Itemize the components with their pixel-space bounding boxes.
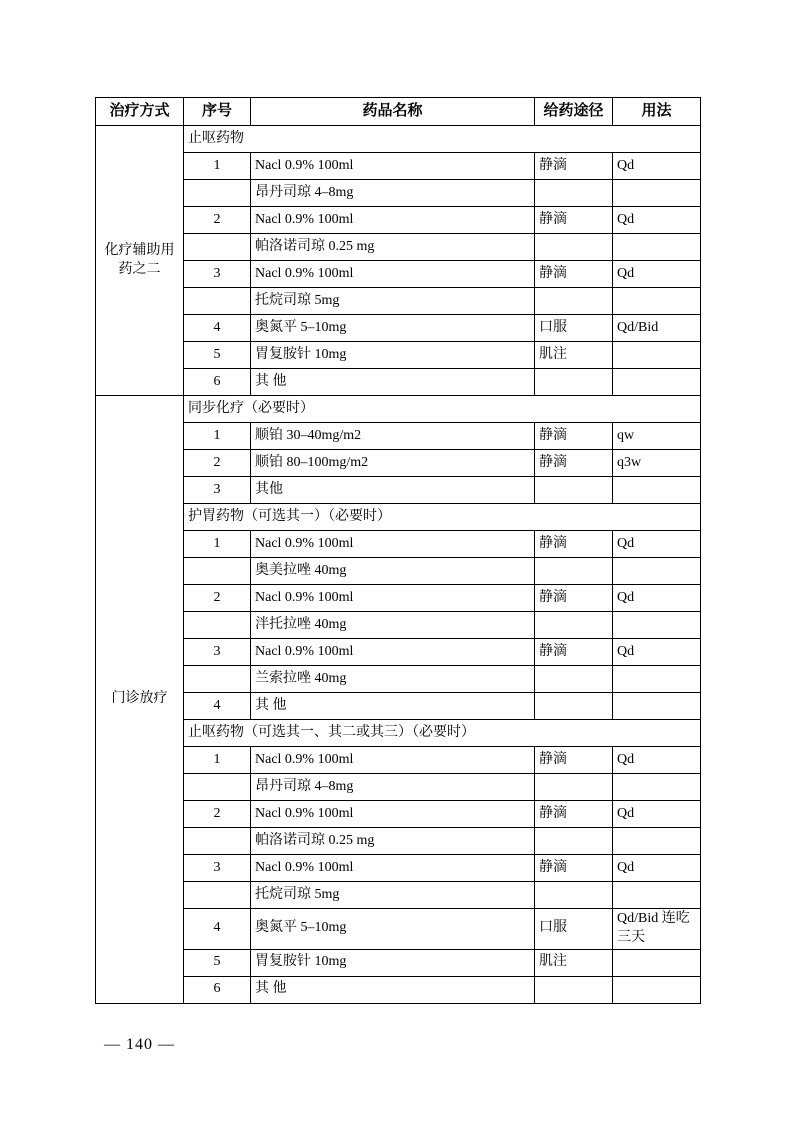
drug-name-cell: 奥美拉唑 40mg bbox=[251, 558, 535, 585]
administration-route-cell bbox=[535, 477, 613, 504]
administration-route-cell: 静滴 bbox=[535, 801, 613, 828]
administration-route-cell: 肌注 bbox=[535, 949, 613, 976]
usage-cell: Qd bbox=[613, 585, 701, 612]
usage-cell bbox=[613, 976, 701, 1003]
table-row bbox=[96, 693, 701, 720]
section-header-cell: 止呕药物（可选其一、其二或其三）（必要时） bbox=[184, 720, 701, 747]
table-row bbox=[96, 801, 701, 828]
usage-cell bbox=[613, 666, 701, 693]
drug-name-cell: 帕洛诺司琼 0.25 mg bbox=[251, 828, 535, 855]
usage-cell bbox=[613, 558, 701, 585]
sequence-number-cell: 2 bbox=[184, 801, 251, 828]
usage-cell: Qd bbox=[613, 207, 701, 234]
table-row bbox=[96, 477, 701, 504]
administration-route-cell bbox=[535, 612, 613, 639]
medication-table bbox=[95, 97, 701, 1004]
section-header-cell: 同步化疗（必要时） bbox=[184, 396, 701, 423]
usage-cell bbox=[613, 882, 701, 909]
table-row bbox=[96, 828, 701, 855]
table-row bbox=[96, 126, 701, 153]
table-row bbox=[96, 612, 701, 639]
sequence-number-cell: 2 bbox=[184, 207, 251, 234]
table-row bbox=[96, 423, 701, 450]
table-row bbox=[96, 855, 701, 882]
drug-name-cell: Nacl 0.9% 100ml bbox=[251, 639, 535, 666]
usage-cell: Qd bbox=[613, 639, 701, 666]
table-row bbox=[96, 342, 701, 369]
table-row bbox=[96, 180, 701, 207]
drug-name-cell: 泮托拉唑 40mg bbox=[251, 612, 535, 639]
sequence-number-cell bbox=[184, 558, 251, 585]
treatment-method-cell: 门诊放疗 bbox=[96, 396, 184, 1004]
administration-route-cell bbox=[535, 774, 613, 801]
usage-cell bbox=[613, 612, 701, 639]
usage-cell: Qd/Bid bbox=[613, 315, 701, 342]
table-row bbox=[96, 153, 701, 180]
table-row bbox=[96, 504, 701, 531]
drug-name-cell: 帕洛诺司琼 0.25 mg bbox=[251, 234, 535, 261]
usage-cell: Qd bbox=[613, 747, 701, 774]
drug-name-cell: Nacl 0.9% 100ml bbox=[251, 207, 535, 234]
sequence-number-cell: 2 bbox=[184, 585, 251, 612]
drug-name-cell: 托烷司琼 5mg bbox=[251, 882, 535, 909]
usage-cell bbox=[613, 180, 701, 207]
administration-route-cell bbox=[535, 180, 613, 207]
administration-route-cell bbox=[535, 234, 613, 261]
table-row bbox=[96, 396, 701, 423]
administration-route-cell bbox=[535, 828, 613, 855]
usage-cell bbox=[613, 234, 701, 261]
drug-name-cell: Nacl 0.9% 100ml bbox=[251, 747, 535, 774]
drug-name-cell: 兰索拉唑 40mg bbox=[251, 666, 535, 693]
usage-cell: Qd bbox=[613, 801, 701, 828]
administration-route-cell: 静滴 bbox=[535, 423, 613, 450]
usage-cell bbox=[613, 693, 701, 720]
usage-cell: Qd bbox=[613, 153, 701, 180]
drug-name-cell: Nacl 0.9% 100ml bbox=[251, 531, 535, 558]
drug-name-cell: Nacl 0.9% 100ml bbox=[251, 855, 535, 882]
header-treatment-method: 治疗方式 bbox=[96, 98, 184, 126]
sequence-number-cell bbox=[184, 180, 251, 207]
sequence-number-cell bbox=[184, 234, 251, 261]
administration-route-cell bbox=[535, 882, 613, 909]
drug-name-cell: 胃复胺针 10mg bbox=[251, 949, 535, 976]
sequence-number-cell: 5 bbox=[184, 342, 251, 369]
drug-name-cell: Nacl 0.9% 100ml bbox=[251, 801, 535, 828]
table-row bbox=[96, 558, 701, 585]
header-sequence-number: 序号 bbox=[184, 98, 251, 126]
table-row bbox=[96, 747, 701, 774]
usage-cell bbox=[613, 369, 701, 396]
table-row bbox=[96, 774, 701, 801]
table-row bbox=[96, 450, 701, 477]
usage-cell: Qd bbox=[613, 855, 701, 882]
sequence-number-cell bbox=[184, 612, 251, 639]
administration-route-cell: 静滴 bbox=[535, 639, 613, 666]
usage-cell: qw bbox=[613, 423, 701, 450]
sequence-number-cell: 1 bbox=[184, 531, 251, 558]
table-row bbox=[96, 949, 701, 976]
usage-cell: Qd/Bid 连吃三天 bbox=[613, 909, 701, 950]
sequence-number-cell: 3 bbox=[184, 639, 251, 666]
usage-cell: Qd bbox=[613, 531, 701, 558]
drug-name-cell: 其他 bbox=[251, 477, 535, 504]
drug-name-cell: 昂丹司琼 4–8mg bbox=[251, 180, 535, 207]
table-row bbox=[96, 531, 701, 558]
administration-route-cell: 静滴 bbox=[535, 585, 613, 612]
administration-route-cell: 静滴 bbox=[535, 450, 613, 477]
drug-name-cell: 其 他 bbox=[251, 693, 535, 720]
drug-name-cell: 顺铂 30–40mg/m2 bbox=[251, 423, 535, 450]
table-row bbox=[96, 261, 701, 288]
sequence-number-cell: 2 bbox=[184, 450, 251, 477]
administration-route-cell: 静滴 bbox=[535, 207, 613, 234]
usage-cell: q3w bbox=[613, 450, 701, 477]
usage-cell bbox=[613, 342, 701, 369]
drug-name-cell: 其 他 bbox=[251, 369, 535, 396]
usage-cell bbox=[613, 477, 701, 504]
administration-route-cell: 口服 bbox=[535, 909, 613, 950]
sequence-number-cell: 6 bbox=[184, 976, 251, 1003]
sequence-number-cell: 5 bbox=[184, 949, 251, 976]
usage-cell: Qd bbox=[613, 261, 701, 288]
table-row bbox=[96, 585, 701, 612]
usage-cell bbox=[613, 288, 701, 315]
sequence-number-cell: 3 bbox=[184, 855, 251, 882]
usage-cell bbox=[613, 949, 701, 976]
administration-route-cell bbox=[535, 288, 613, 315]
administration-route-cell bbox=[535, 693, 613, 720]
administration-route-cell: 静滴 bbox=[535, 747, 613, 774]
section-header-cell: 止呕药物 bbox=[184, 126, 701, 153]
administration-route-cell: 静滴 bbox=[535, 531, 613, 558]
drug-name-cell: 奥氮平 5–10mg bbox=[251, 315, 535, 342]
drug-name-cell: 胃复胺针 10mg bbox=[251, 342, 535, 369]
sequence-number-cell: 3 bbox=[184, 477, 251, 504]
treatment-method-cell: 化疗辅助用药之二 bbox=[96, 126, 184, 396]
sequence-number-cell: 1 bbox=[184, 153, 251, 180]
table-header bbox=[96, 98, 701, 126]
header-administration-route: 给药途径 bbox=[535, 98, 613, 126]
sequence-number-cell: 6 bbox=[184, 369, 251, 396]
administration-route-cell: 静滴 bbox=[535, 261, 613, 288]
drug-name-cell: Nacl 0.9% 100ml bbox=[251, 261, 535, 288]
table-body bbox=[96, 126, 701, 1004]
drug-name-cell: 奥氮平 5–10mg bbox=[251, 909, 535, 950]
table-row bbox=[96, 234, 701, 261]
drug-name-cell: 昂丹司琼 4–8mg bbox=[251, 774, 535, 801]
table-row bbox=[96, 976, 701, 1003]
page-number: — 140 — bbox=[104, 1036, 175, 1053]
sequence-number-cell: 4 bbox=[184, 909, 251, 950]
sequence-number-cell: 1 bbox=[184, 423, 251, 450]
drug-name-cell: 托烷司琼 5mg bbox=[251, 288, 535, 315]
sequence-number-cell: 4 bbox=[184, 693, 251, 720]
drug-name-cell: Nacl 0.9% 100ml bbox=[251, 585, 535, 612]
sequence-number-cell bbox=[184, 882, 251, 909]
table-row bbox=[96, 369, 701, 396]
table-row bbox=[96, 909, 701, 950]
table-row bbox=[96, 315, 701, 342]
sequence-number-cell bbox=[184, 666, 251, 693]
administration-route-cell: 肌注 bbox=[535, 342, 613, 369]
table-row bbox=[96, 666, 701, 693]
administration-route-cell: 静滴 bbox=[535, 855, 613, 882]
sequence-number-cell: 1 bbox=[184, 747, 251, 774]
sequence-number-cell bbox=[184, 288, 251, 315]
drug-name-cell: 其 他 bbox=[251, 976, 535, 1003]
usage-cell bbox=[613, 828, 701, 855]
sequence-number-cell bbox=[184, 828, 251, 855]
administration-route-cell bbox=[535, 558, 613, 585]
table-header-row bbox=[96, 98, 701, 126]
section-header-cell: 护胃药物（可选其一）（必要时） bbox=[184, 504, 701, 531]
table-row bbox=[96, 288, 701, 315]
administration-route-cell bbox=[535, 666, 613, 693]
drug-name-cell: Nacl 0.9% 100ml bbox=[251, 153, 535, 180]
sequence-number-cell bbox=[184, 774, 251, 801]
administration-route-cell bbox=[535, 976, 613, 1003]
administration-route-cell: 静滴 bbox=[535, 153, 613, 180]
administration-route-cell: 口服 bbox=[535, 315, 613, 342]
administration-route-cell bbox=[535, 369, 613, 396]
header-drug-name: 药品名称 bbox=[251, 98, 535, 126]
table-row bbox=[96, 207, 701, 234]
table-row bbox=[96, 720, 701, 747]
table-row bbox=[96, 882, 701, 909]
usage-cell bbox=[613, 774, 701, 801]
sequence-number-cell: 4 bbox=[184, 315, 251, 342]
header-usage: 用法 bbox=[613, 98, 701, 126]
drug-name-cell: 顺铂 80–100mg/m2 bbox=[251, 450, 535, 477]
sequence-number-cell: 3 bbox=[184, 261, 251, 288]
table-row bbox=[96, 639, 701, 666]
